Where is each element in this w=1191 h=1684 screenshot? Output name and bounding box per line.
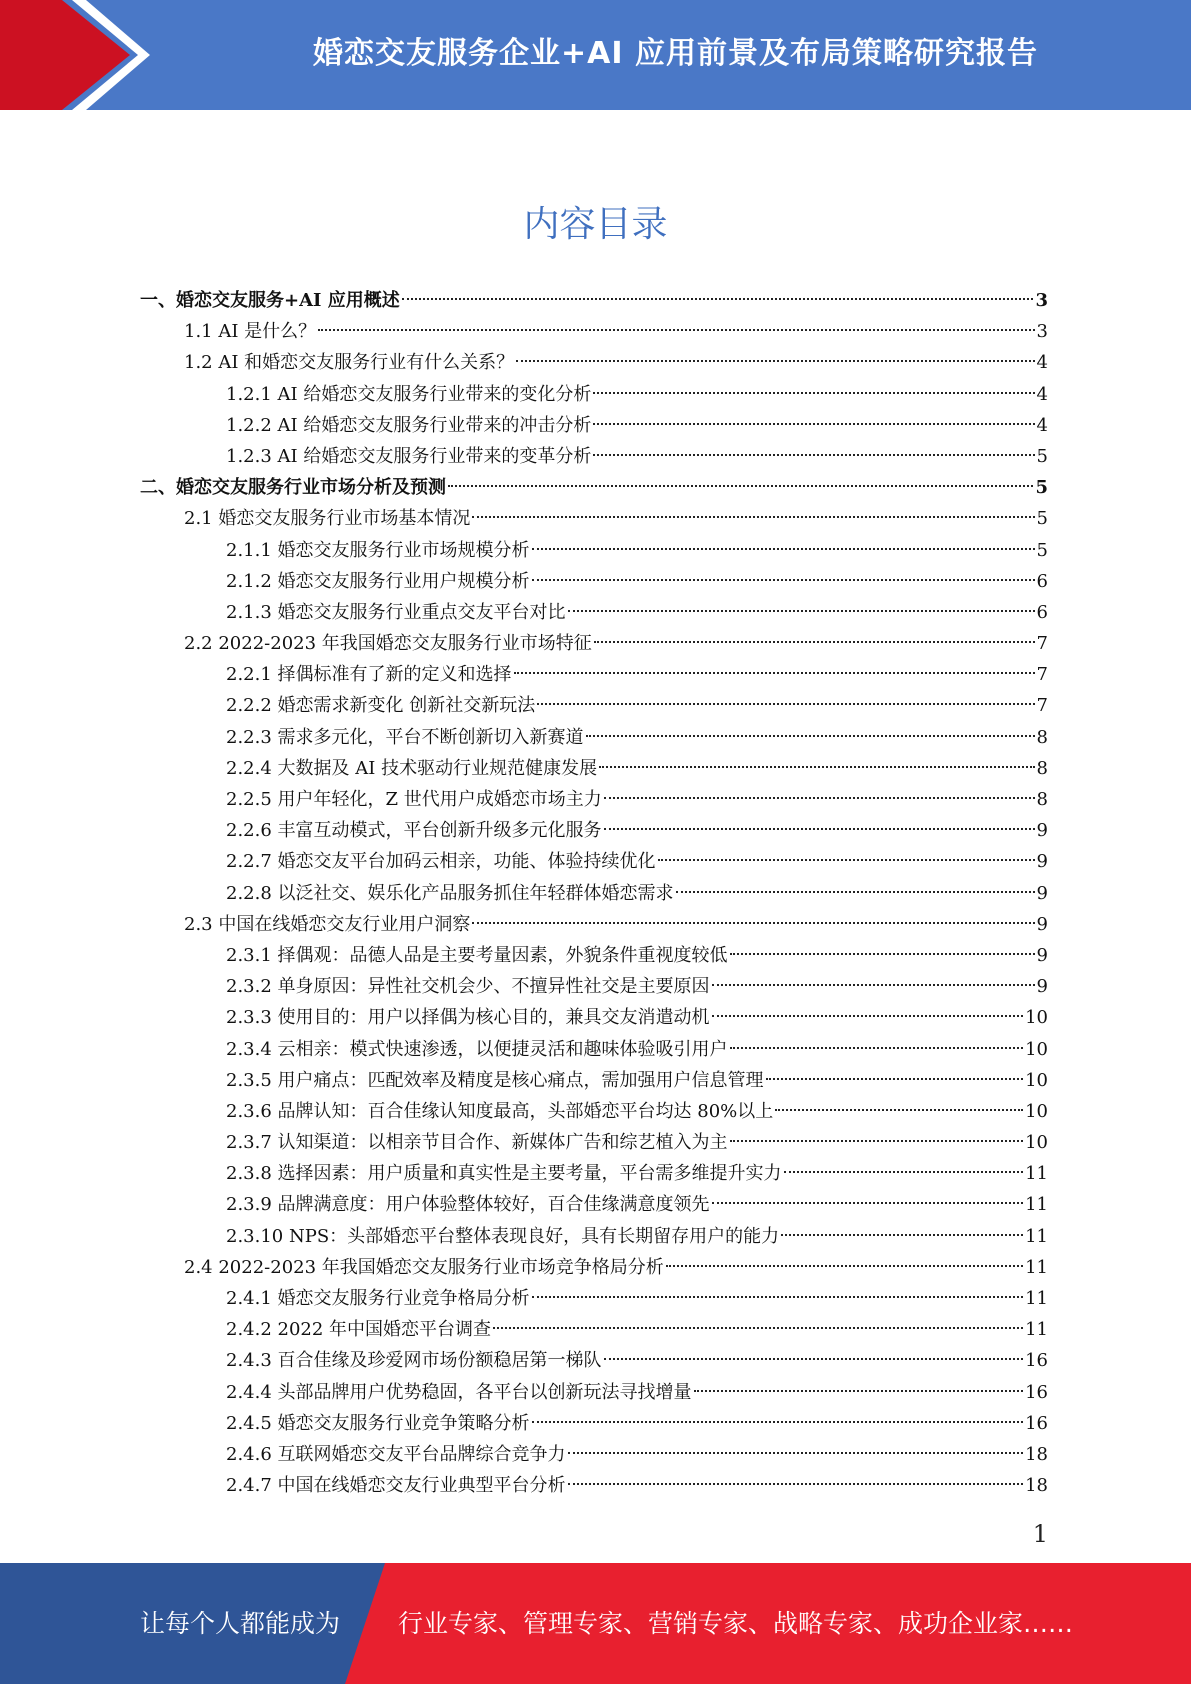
toc-entry-title: 2.2.6 丰富互动模式，平台创新升级多元化服务 xyxy=(226,820,602,842)
toc-entry-title: 1.2.1 AI 给婚恋交友服务行业带来的变化分析 xyxy=(226,383,592,405)
toc-entry-page: 6 xyxy=(1036,601,1048,623)
toc-leader-dots xyxy=(532,1290,1024,1298)
toc-entry-page: 18 xyxy=(1025,1475,1048,1497)
toc-entry-page: 16 xyxy=(1025,1350,1048,1372)
toc-entry[interactable] xyxy=(140,285,1048,316)
toc-entry[interactable] xyxy=(140,1158,1048,1189)
toc-entry-title: 2.4.6 互联网婚恋交友平台品牌综合竞争力 xyxy=(226,1443,566,1465)
toc-entry[interactable] xyxy=(140,535,1048,566)
toc-leader-dots xyxy=(604,791,1035,799)
toc-entry-page: 10 xyxy=(1025,1007,1048,1029)
toc-entry-title: 1.1 AI 是什么？ xyxy=(184,321,317,343)
toc-entry-page: 18 xyxy=(1025,1443,1048,1465)
toc-entry-page: 9 xyxy=(1036,944,1048,966)
toc-leader-dots xyxy=(532,1415,1024,1423)
toc-entry-title: 1.2.2 AI 给婚恋交友服务行业带来的冲击分析 xyxy=(226,414,592,436)
toc-entry-page: 8 xyxy=(1036,757,1048,779)
toc-leader-dots xyxy=(604,1352,1024,1360)
toc-entry-title: 2.2.5 用户年轻化，Z 世代用户成婚恋市场主力 xyxy=(226,789,602,810)
toc-entry[interactable] xyxy=(140,503,1048,534)
toc-entry-title: 2.3.8 选择因素：用户质量和真实性是主要考量，平台需多维提升实力 xyxy=(226,1163,782,1185)
toc-entry-title: 2.4 2022-2023 年我国婚恋交友服务行业市场竞争格局分析 xyxy=(184,1256,664,1278)
toc-heading: 内容目录 xyxy=(523,204,668,245)
toc-list xyxy=(140,285,1048,1501)
toc-leader-dots xyxy=(318,323,1034,331)
toc-leader-dots xyxy=(766,1072,1024,1080)
toc-leader-dots xyxy=(568,1446,1024,1454)
toc-leader-dots xyxy=(537,697,1034,705)
toc-leader-dots xyxy=(516,354,1034,362)
toc-leader-dots xyxy=(775,1103,1023,1111)
toc-entry-page: 9 xyxy=(1036,976,1048,998)
toc-leader-dots xyxy=(781,1228,1023,1236)
toc-entry-page: 5 xyxy=(1035,477,1048,499)
header-bar xyxy=(0,0,1191,110)
toc-entry-page: 7 xyxy=(1036,633,1048,655)
toc-entry[interactable] xyxy=(140,1189,1048,1220)
toc-entry-title: 2.1.2 婚恋交友服务行业用户规模分析 xyxy=(226,570,530,592)
toc-leader-dots xyxy=(730,1134,1024,1142)
toc-entry[interactable] xyxy=(140,316,1048,347)
toc-entry[interactable] xyxy=(140,878,1048,909)
toc-entry-page: 16 xyxy=(1025,1412,1048,1434)
toc-entry-page: 10 xyxy=(1025,1100,1048,1122)
toc-entry-page: 11 xyxy=(1025,1319,1048,1341)
toc-entry-page: 10 xyxy=(1025,1038,1048,1060)
toc-entry[interactable] xyxy=(140,410,1048,441)
toc-entry-title: 2.3.10 NPS：头部婚恋平台整体表现良好，具有长期留存用户的能力 xyxy=(226,1225,780,1247)
toc-entry-title: 2.2 2022-2023 年我国婚恋交友服务行业市场特征 xyxy=(184,633,592,655)
toc-entry-title: 2.2.3 需求多元化，平台不断创新切入新赛道 xyxy=(226,726,584,748)
toc-entry[interactable] xyxy=(140,784,1048,815)
toc-entry-title: 2.2.1 择偶标准有了新的定义和选择 xyxy=(226,664,512,686)
toc-entry-title: 2.4.3 百合佳缘及珍爱网市场份额稳居第一梯队 xyxy=(226,1350,602,1372)
toc-entry-title: 2.4.2 2022 年中国婚恋平台调查 xyxy=(226,1319,492,1341)
toc-entry-title: 2.2.7 婚恋交友平台加码云相亲，功能、体验持续优化 xyxy=(226,851,656,873)
toc-leader-dots xyxy=(472,510,1034,518)
toc-entry[interactable] xyxy=(140,1127,1048,1158)
toc-entry-title: 2.1.3 婚恋交友服务行业重点交友平台对比 xyxy=(226,601,566,623)
toc-entry[interactable] xyxy=(140,1439,1048,1470)
toc-entry[interactable] xyxy=(140,971,1048,1002)
header-arrow-icon xyxy=(0,0,160,110)
report-title: 婚恋交友服务企业+AI 应用前景及布局策略研究报告 xyxy=(313,36,1038,71)
toc-entry[interactable] xyxy=(140,909,1048,940)
toc-entry[interactable] xyxy=(140,597,1048,628)
toc-leader-dots xyxy=(730,947,1035,955)
toc-entry-page: 6 xyxy=(1036,570,1048,592)
toc-entry-page: 7 xyxy=(1036,695,1048,717)
toc-entry-page: 3 xyxy=(1035,290,1048,311)
toc-entry-title: 2.2.2 婚恋需求新变化 创新社交新玩法 xyxy=(226,695,536,717)
toc-entry-title: 1.2 AI 和婚恋交友服务行业有什么关系？ xyxy=(184,352,515,374)
toc-entry-title: 2.4.5 婚恋交友服务行业竞争策略分析 xyxy=(226,1412,530,1434)
toc-leader-dots xyxy=(593,386,1034,394)
toc-entry-page: 5 xyxy=(1036,539,1048,561)
toc-entry[interactable] xyxy=(140,1377,1048,1408)
toc-leader-dots xyxy=(694,1384,1024,1392)
toc-entry-page: 4 xyxy=(1036,414,1048,436)
toc-entry[interactable] xyxy=(140,659,1048,690)
toc-entry-page: 3 xyxy=(1036,321,1048,343)
toc-entry-page: 9 xyxy=(1036,882,1048,904)
footer-tagline: 行业专家、管理专家、营销专家、战略专家、成功企业家…… xyxy=(398,1609,1074,1638)
toc-leader-dots xyxy=(712,1196,1024,1204)
toc-entry-title: 一、婚恋交友服务+AI 应用概述 xyxy=(140,290,400,311)
toc-entry[interactable] xyxy=(140,1345,1048,1376)
toc-entry-title: 2.2.8 以泛社交、娱乐化产品服务抓住年轻群体婚恋需求 xyxy=(226,882,674,904)
toc-entry[interactable] xyxy=(140,1408,1048,1439)
toc-entry-title: 2.1.1 婚恋交友服务行业市场规模分析 xyxy=(226,539,530,561)
toc-entry[interactable] xyxy=(140,1314,1048,1345)
toc-entry[interactable] xyxy=(140,347,1048,378)
toc-entry-title: 1.2.3 AI 给婚恋交友服务行业带来的变革分析 xyxy=(226,445,592,467)
toc-entry[interactable] xyxy=(140,1065,1048,1096)
toc-entry-page: 10 xyxy=(1025,1069,1048,1091)
toc-leader-dots xyxy=(532,573,1035,581)
toc-entry-title: 2.3.7 认知渠道：以相亲节目合作、新媒体广告和综艺植入为主 xyxy=(226,1132,728,1154)
toc-leader-dots xyxy=(448,479,1033,487)
toc-entry-title: 2.3.4 云相亲：模式快速渗透，以便捷灵活和趣味体验吸引用户 xyxy=(226,1038,728,1060)
toc-entry-title: 2.3.1 择偶观：品德人品是主要考量因素，外貌条件重视度较低 xyxy=(226,944,728,966)
toc-leader-dots xyxy=(604,822,1035,830)
toc-leader-dots xyxy=(514,666,1035,674)
toc-entry-page: 11 xyxy=(1025,1225,1048,1247)
toc-leader-dots xyxy=(472,916,1034,924)
toc-entry[interactable] xyxy=(140,753,1048,784)
toc-entry-page: 8 xyxy=(1036,789,1048,810)
toc-leader-dots xyxy=(730,1041,1024,1049)
toc-entry-title: 2.1 婚恋交友服务行业市场基本情况 xyxy=(184,508,471,530)
toc-entry-title: 二、婚恋交友服务行业市场分析及预测 xyxy=(140,477,446,499)
toc-leader-dots xyxy=(784,1165,1024,1173)
toc-entry-page: 5 xyxy=(1036,508,1048,530)
toc-entry-title: 2.4.4 头部品牌用户优势稳固，各平台以创新玩法寻找增量 xyxy=(226,1381,692,1403)
toc-entry-title: 2.4.1 婚恋交友服务行业竞争格局分析 xyxy=(226,1288,530,1309)
toc-entry[interactable] xyxy=(140,846,1048,877)
toc-entry[interactable] xyxy=(140,441,1048,472)
toc-entry[interactable] xyxy=(140,1283,1048,1314)
toc-entry-title: 2.3.3 使用目的：用户以择偶为核心目的，兼具交友消遣动机 xyxy=(226,1007,710,1029)
toc-entry-page: 7 xyxy=(1036,664,1048,686)
toc-entry[interactable] xyxy=(140,1252,1048,1283)
toc-entry-title: 2.2.4 大数据及 AI 技术驱动行业规范健康发展 xyxy=(226,757,598,779)
toc-leader-dots xyxy=(586,729,1035,737)
toc-entry-title: 2.3.6 品牌认知：百合佳缘认知度最高，头部婚恋平台均达 80%以上 xyxy=(226,1100,774,1122)
toc-entry-page: 11 xyxy=(1025,1194,1048,1216)
page-number: 1 xyxy=(1032,1520,1048,1548)
toc-leader-dots xyxy=(599,760,1034,768)
toc-entry[interactable] xyxy=(140,722,1048,753)
toc-entry[interactable] xyxy=(140,1221,1048,1252)
toc-entry-page: 4 xyxy=(1036,383,1048,405)
toc-entry[interactable] xyxy=(140,379,1048,410)
toc-entry-page: 11 xyxy=(1025,1288,1048,1309)
toc-leader-dots xyxy=(568,1477,1024,1485)
toc-entry[interactable] xyxy=(140,940,1048,971)
toc-leader-dots xyxy=(712,1009,1024,1017)
toc-leader-dots xyxy=(568,604,1035,612)
toc-entry[interactable] xyxy=(140,472,1048,503)
toc-entry-title: 2.3.9 品牌满意度：用户体验整体较好，百合佳缘满意度领先 xyxy=(226,1194,710,1216)
toc-entry-title: 2.3.5 用户痛点：匹配效率及精度是核心痛点，需加强用户信息管理 xyxy=(226,1069,764,1091)
toc-entry-title: 2.3.2 单身原因：异性社交机会少、不擅异性社交是主要原因 xyxy=(226,976,710,998)
toc-entry-page: 10 xyxy=(1025,1132,1048,1154)
toc-entry-page: 5 xyxy=(1036,445,1048,467)
toc-entry-page: 16 xyxy=(1025,1381,1048,1403)
toc-leader-dots xyxy=(594,635,1035,643)
toc-entry-page: 11 xyxy=(1025,1163,1048,1185)
toc-entry-page: 8 xyxy=(1036,726,1048,748)
toc-entry[interactable] xyxy=(140,1034,1048,1065)
toc-leader-dots xyxy=(593,448,1034,456)
toc-leader-dots xyxy=(676,885,1035,893)
toc-entry[interactable] xyxy=(140,815,1048,846)
toc-entry-title: 2.4.7 中国在线婚恋交友行业典型平台分析 xyxy=(226,1475,566,1497)
toc-leader-dots xyxy=(658,853,1035,861)
toc-entry[interactable] xyxy=(140,566,1048,597)
toc-entry-title: 2.3 中国在线婚恋交友行业用户洞察 xyxy=(184,913,471,935)
toc-leader-dots xyxy=(402,292,1034,300)
toc-entry[interactable] xyxy=(140,628,1048,659)
toc-entry-page: 9 xyxy=(1036,820,1048,842)
toc-entry[interactable] xyxy=(140,1002,1048,1033)
toc-leader-dots xyxy=(493,1321,1023,1329)
footer-slogan: 让每个人都能成为 xyxy=(140,1609,341,1638)
footer-banner xyxy=(0,1563,1191,1684)
toc-leader-dots xyxy=(712,978,1035,986)
toc-entry[interactable] xyxy=(140,690,1048,721)
toc-entry-page: 9 xyxy=(1036,851,1048,873)
toc-leader-dots xyxy=(666,1259,1023,1267)
toc-entry[interactable] xyxy=(140,1470,1048,1501)
toc-leader-dots xyxy=(593,417,1034,425)
toc-entry[interactable] xyxy=(140,1096,1048,1127)
toc-entry-page: 11 xyxy=(1025,1256,1048,1278)
toc-leader-dots xyxy=(532,542,1035,550)
toc-entry-page: 4 xyxy=(1036,352,1048,374)
toc-entry-page: 9 xyxy=(1036,913,1048,935)
